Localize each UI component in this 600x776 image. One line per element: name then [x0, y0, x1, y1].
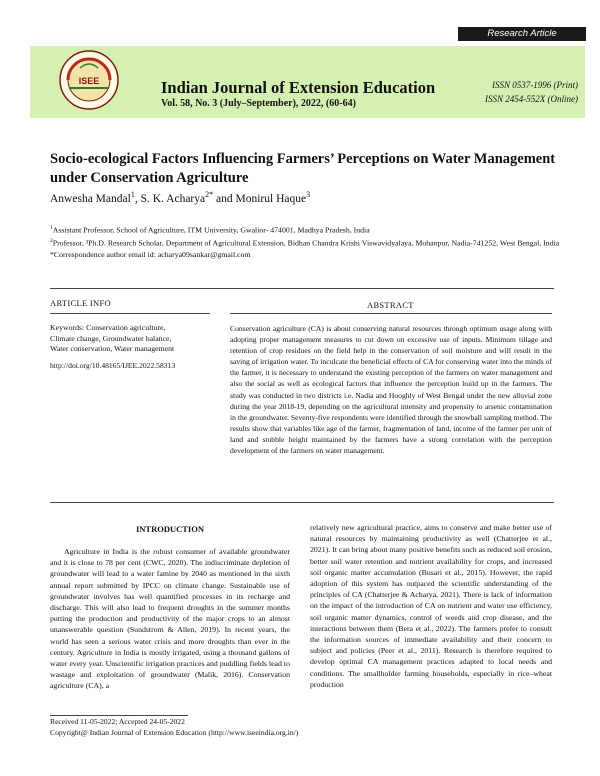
divider-top [50, 288, 554, 289]
paper-title-line2: under Conservation Agriculture [50, 170, 249, 186]
correspondence-email: *Correspondence author email id: acharya09sankar@gmail.com [50, 249, 251, 259]
journal-logo [40, 48, 138, 112]
affiliations [50, 223, 560, 260]
author-1: Anwesha Mandal [50, 192, 131, 205]
author-3: Monirul Haque [235, 192, 307, 205]
footnote-divider [50, 715, 188, 716]
issn-print: ISSN 0537-1996 (Print) [492, 80, 578, 90]
journal-volume: Vol. 58, No. 3 (July–September), 2022, (60-64) [161, 98, 356, 109]
article-info-heading: ARTICLE INFO [50, 298, 111, 308]
journal-title: Indian Journal of Extension Education [161, 78, 436, 97]
introduction-heading: INTRODUCTION [135, 524, 204, 534]
author-3-sup: 3 [306, 190, 311, 199]
paper-title [50, 150, 570, 188]
author-list: Anwesha Mandal$^1$, S. K. Acharya$^{2*}$ and Monirul Haque$^3$ [50, 190, 311, 205]
author-and: and [216, 192, 233, 205]
copyright: Copyright@ Indian Journal of Extension Education (http://www.iseeindia.org.in/) [50, 728, 299, 737]
abstract-text: Conservation agriculture (CA) is about conserving natural resources through optimum usage along with adopting proper management measures to cut down on excessive use of inputs. Minimum tillage and retention of crop residues on the field help in the conservation of soil moisture and will result in the saving of irrigation water. To inculcate the beneficial effects of CA for conserving water into the minds of the farmer, it is necessary to understand the existing perception of the farmers on water management and also the social as well as ecological factors that influence the perception build up in the farmers. The study was conducted in two districts i.e. Nadia and Hooghly of West Bengal under the new alluvial zone during the year 2018-19, depending on the agricultural intensity and propensity to arsenic contamination in the groundwater. Seventy-five respondents were identified through the snowball sampling method. The results show that variables like age of the farmer, fragmentation of land, income of the farmer per unit of land and stubble height maintained by the farmers have a strong correlation with the perception development of the farmers on water management. [230, 324, 552, 456]
doi-link[interactable]: http://doi.org/10.48165/IJEE.2022.58313 [50, 361, 176, 370]
paper-title-line1: Socio-ecological Factors Influencing Farmers’ Perceptions on Water Management [50, 151, 556, 167]
author-2-sup: 2* [205, 190, 214, 199]
divider-abstract [230, 313, 552, 314]
intro-left-column [50, 546, 290, 692]
abstract-heading: ABSTRACT [367, 300, 414, 310]
author-2: S. K. Acharya [140, 192, 206, 205]
affiliation-1: $^1$Assistant Professor, School of Agriculture, ITM University, Gwalior- 474001, Madhya Pradesh, India [50, 225, 370, 235]
divider-article-info [50, 313, 210, 314]
issn-online: ISSN 2454-552X (Online) [485, 94, 578, 104]
intro-paragraph-2: relatively new agricultural practice, aims to conserve and make better use of natural resources by maintaining productivity as well (Chatterjee et al., 2021). It can bring about many positive benefits such as reduced soil erosion, better soil water retention and nutrient availability for crops, and increased soil organic matter accumulation (Busari et al., 2015). However, the rapid adoption of this system has outpaced the scientific understanding of the principles of CA (Chatterjee & Acharya, 2021). There is lack of information on the impact of the introduction of CA on nutrient and water use efficiency, soil organic matter dynamics, control of weeds and crop disease, and the interactions between them (Bera et al., 2022). The farmers prefer to consult the information sources of immediate availability and their concern to subject and policies (Peer et al., 2011). Research is therefore required to develop optimal CA management practices adapted to local needs and conditions. The smallholder farming households, especially in rice–wheat production [310, 523, 552, 689]
divider-bottom [50, 502, 554, 503]
author-1-sup: 1 [130, 190, 135, 199]
intro-paragraph-1: Agriculture in India is the robust consumer of available groundwater and it is close to 78 per cent (CWC, 2020). The indiscriminate depletion of groundwater will lead to a water famine by 2040 as mentioned in the sixth annual report submitted by IPCC on climate change. Sustainable use of groundwater involves has well quantified processes in its recharge and discharge. This will also lead to frequent droughts in the summer months putting the production and productivity of the major crops to an almost unanswerable question (Sundstrom & Allen, 2019). In recent years, the world has seen a serious water crisis and more droughts than ever in the century. Agriculture in India is mostly irrigated, using a thousand gallons of water every year. Unscientific irrigation practices and puddling fields lead to wastage and exploitation of groundwater (Malik, 2016). Conservation agriculture (CA), a [50, 547, 290, 691]
article-type-badge: Research Article [458, 27, 586, 41]
received-dates: Received 11-05-2022; Accepted 24-05-2022 [50, 717, 185, 726]
intro-right-column [310, 522, 552, 690]
logo-text: ISEE [78, 76, 100, 86]
affiliation-2: $^2$Professor, ³Ph.D. Research Scholar, Department of Agricultural Extension, Bidhan Chandra Krishi Viswavidyalaya, Mohanpur, Nadia-741252, West Bengal, India [50, 237, 560, 248]
keywords: Keywords: Conservation agriculture, Climate change, Groundwater balance, Water conservation, Water management [50, 323, 175, 354]
